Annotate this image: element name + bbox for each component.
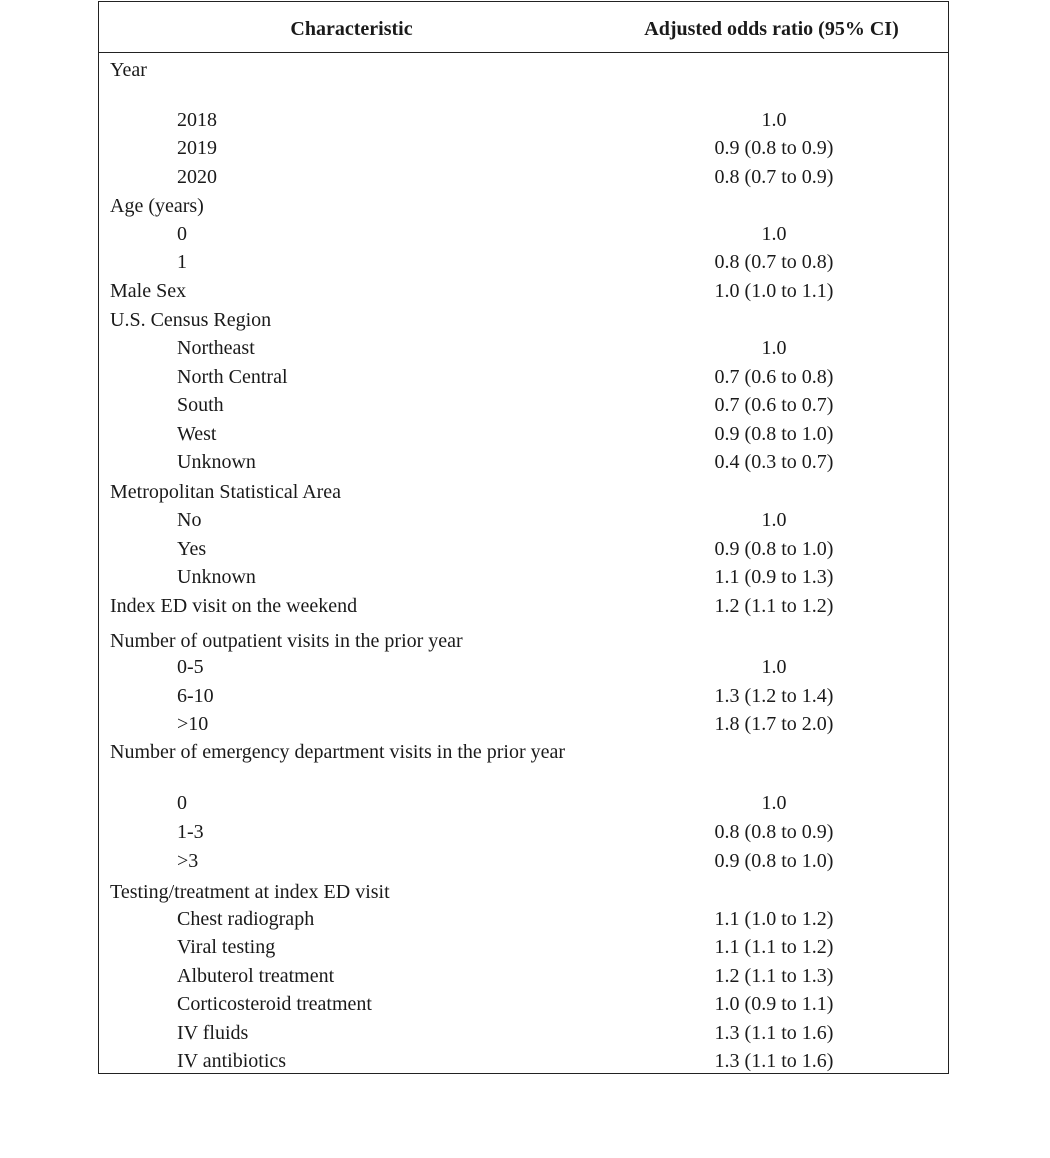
row-label: 2020 (177, 166, 217, 188)
row-label: 2018 (177, 109, 217, 131)
odds-ratio-table (98, 1, 949, 1074)
row-label: Unknown (177, 451, 256, 473)
row-label: 1-3 (177, 821, 204, 843)
row-value: 1.0 (761, 337, 787, 359)
row-value: 1.1 (0.9 to 1.3) (714, 566, 834, 588)
table-row (99, 906, 948, 934)
row-label: IV antibiotics (177, 1050, 287, 1072)
row-label: West (177, 423, 217, 445)
row-label: Testing/treatment at index ED visit (110, 881, 390, 903)
row-label: Metropolitan Statistical Area (110, 481, 342, 503)
table-row (99, 392, 948, 420)
table-row (99, 819, 948, 847)
row-value: 1.0 (761, 656, 787, 678)
table-row (99, 507, 948, 535)
row-value: 0.9 (0.8 to 1.0) (714, 850, 834, 872)
row-label: 2019 (177, 137, 217, 159)
table-header (99, 2, 948, 53)
row-value: 1.0 (761, 509, 787, 531)
row-value: 1.0 (761, 792, 787, 814)
row-value: 1.2 (1.1 to 1.2) (714, 595, 834, 617)
row-value: 1.8 (1.7 to 2.0) (714, 713, 834, 735)
row-value: 1.3 (1.2 to 1.4) (714, 685, 834, 707)
table-row (99, 449, 948, 477)
row-label: 0 (177, 792, 187, 814)
table-row (99, 963, 948, 991)
table-row (99, 790, 948, 818)
row-value: 1.0 (0.9 to 1.1) (714, 993, 834, 1015)
row-value: 1.1 (1.0 to 1.2) (714, 908, 834, 930)
table-row (99, 249, 948, 277)
row-label: Number of outpatient visits in the prior year (110, 630, 463, 652)
row-label: No (177, 509, 202, 531)
row-label: 0-5 (177, 656, 204, 678)
table-row (99, 107, 948, 135)
table-row (99, 564, 948, 592)
row-value: 1.2 (1.1 to 1.3) (714, 965, 834, 987)
table-row (99, 278, 948, 306)
row-value: 1.1 (1.1 to 1.2) (714, 936, 834, 958)
row-label: U.S. Census Region (110, 309, 272, 331)
table-row (99, 628, 948, 656)
row-value: 0.9 (0.8 to 1.0) (714, 538, 834, 560)
row-label: Year (110, 59, 147, 81)
row-value: 0.9 (0.8 to 1.0) (714, 423, 834, 445)
table-row (99, 934, 948, 962)
table-row (99, 364, 948, 392)
row-label: Chest radiograph (177, 908, 315, 930)
row-value: 0.4 (0.3 to 0.7) (714, 451, 834, 473)
row-label: South (177, 394, 224, 416)
table-row (99, 479, 948, 507)
row-label: Index ED visit on the weekend (110, 595, 358, 617)
table-row (99, 335, 948, 363)
row-label: 6-10 (177, 685, 214, 707)
table-row (99, 164, 948, 192)
row-value: 0.9 (0.8 to 0.9) (714, 137, 834, 159)
row-label: 0 (177, 223, 187, 245)
table-row (99, 739, 948, 793)
table-row (99, 879, 948, 907)
row-value: 0.7 (0.6 to 0.7) (714, 394, 834, 416)
row-label: >10 (177, 713, 209, 735)
row-label: Viral testing (177, 936, 276, 958)
row-label: Age (years) (110, 195, 204, 217)
row-label: Northeast (177, 337, 255, 359)
table-row (99, 711, 948, 739)
table-row (99, 57, 948, 85)
table-row (99, 1020, 948, 1048)
row-value: 0.8 (0.7 to 0.8) (714, 251, 834, 273)
row-label: Unknown (177, 566, 256, 588)
table-row (99, 135, 948, 163)
table-row (99, 848, 948, 876)
table-row (99, 536, 948, 564)
row-label: Albuterol treatment (177, 965, 335, 987)
row-label: North Central (177, 366, 288, 388)
row-label: 1 (177, 251, 187, 273)
row-value: 1.3 (1.1 to 1.6) (714, 1022, 834, 1044)
row-label: Number of emergency department visits in the prior year (110, 741, 566, 763)
table-row (99, 307, 948, 335)
table-row (99, 683, 948, 711)
row-value: 1.0 (761, 109, 787, 131)
row-value: 1.0 (761, 223, 787, 245)
table-row (99, 1048, 948, 1076)
row-label: IV fluids (177, 1022, 249, 1044)
row-value: 0.7 (0.6 to 0.8) (714, 366, 834, 388)
row-label: >3 (177, 850, 199, 872)
column-header-characteristic: Characteristic (290, 18, 413, 40)
row-label: Corticosteroid treatment (177, 993, 372, 1015)
table-row (99, 991, 948, 1019)
table-row (99, 193, 948, 221)
table-row (99, 593, 948, 621)
table-row (99, 221, 948, 249)
row-value: 0.8 (0.8 to 0.9) (714, 821, 834, 843)
table-row (99, 654, 948, 682)
row-label: Yes (177, 538, 207, 560)
row-label: Male Sex (110, 280, 187, 302)
row-value: 0.8 (0.7 to 0.9) (714, 166, 834, 188)
column-header-odds-ratio: Adjusted odds ratio (95% CI) (644, 18, 899, 40)
table-row (99, 421, 948, 449)
row-value: 1.3 (1.1 to 1.6) (714, 1050, 834, 1072)
row-value: 1.0 (1.0 to 1.1) (714, 280, 834, 302)
